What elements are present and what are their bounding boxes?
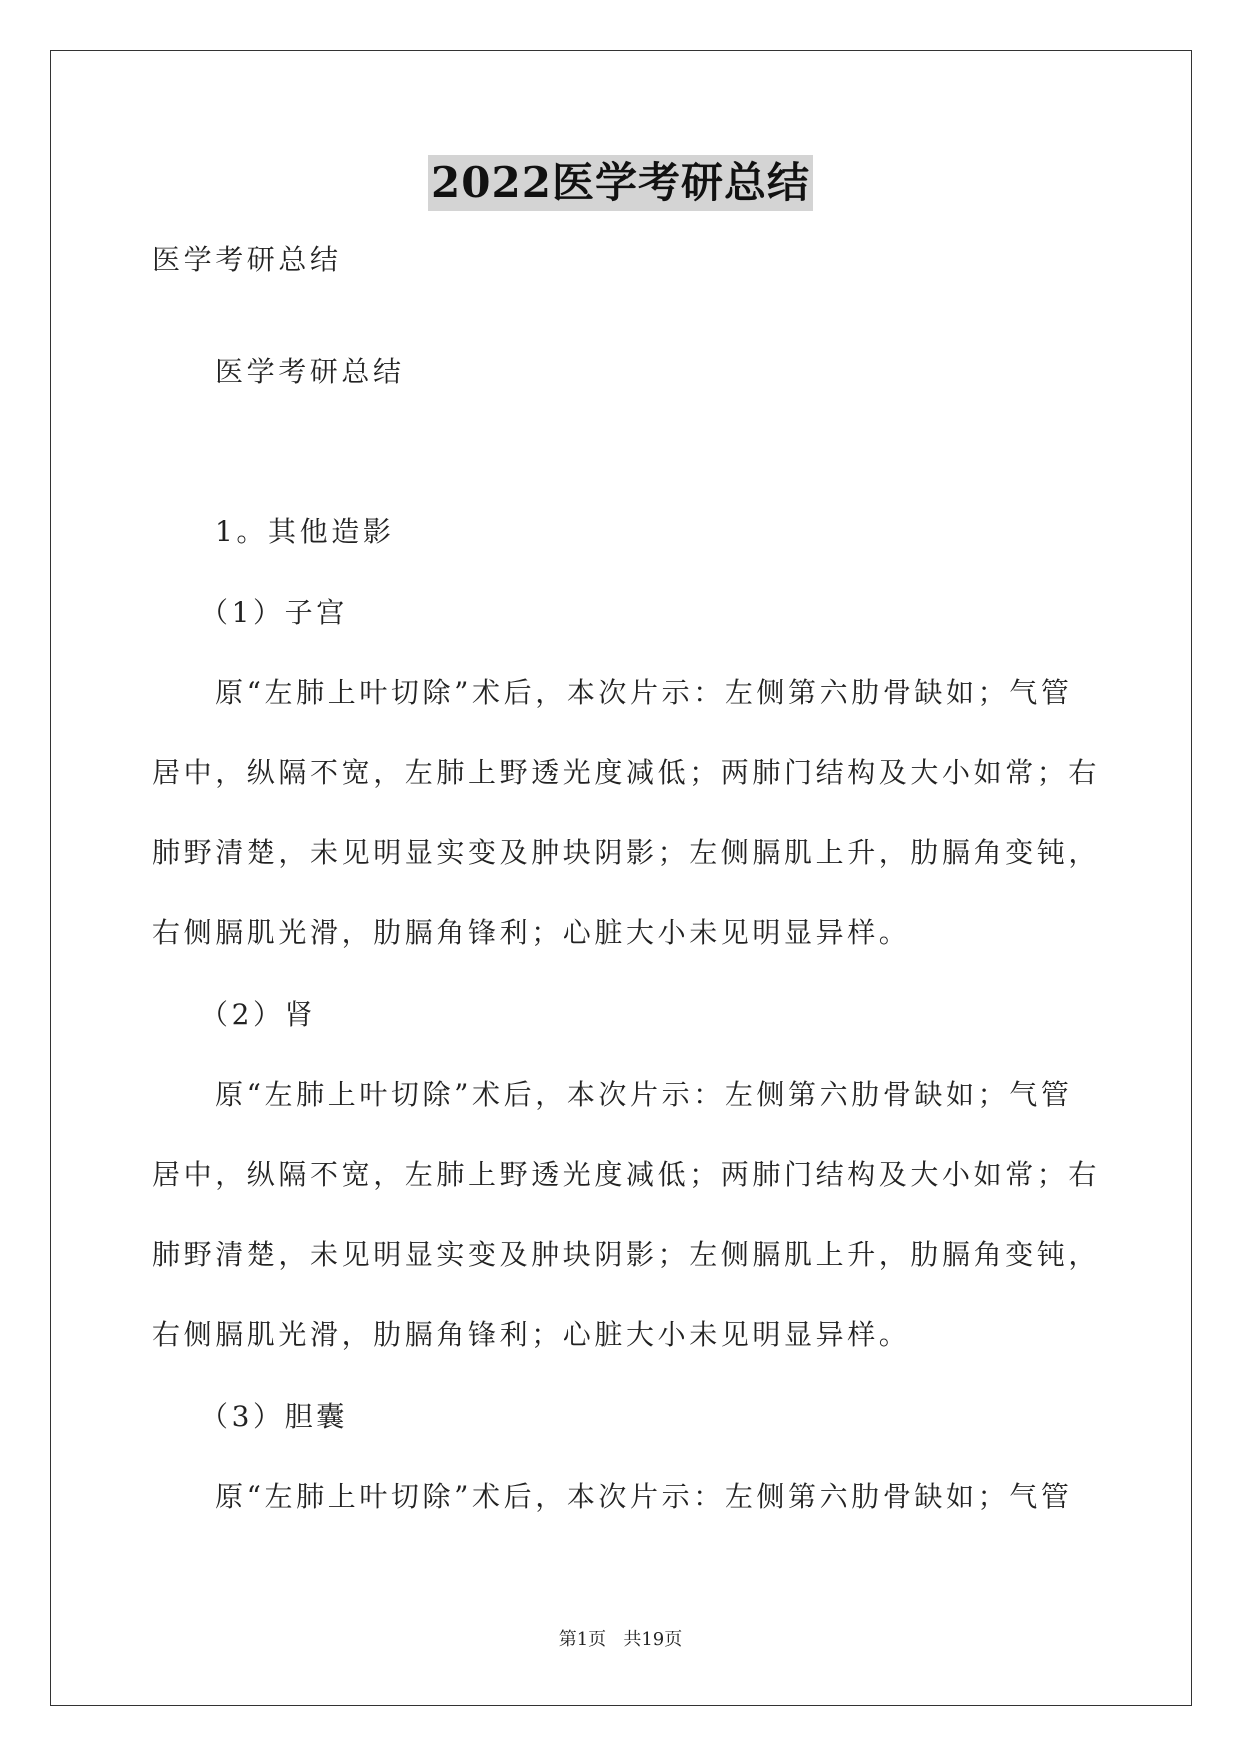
paragraph-line: 肺野清楚，未见明显实变及肿块阴影；左侧膈肌上升，肋膈角变钝， [152, 1238, 1101, 1271]
heading-line: 医学考研总结 [215, 355, 405, 388]
title-container [0, 155, 1241, 211]
page-footer: 第1页 共19页 [558, 1629, 683, 1650]
paragraph-line: 原“左肺上叶切除”术后，本次片示：左侧第六肋骨缺如；气管 [215, 1078, 1073, 1111]
paragraph-line: 原“左肺上叶切除”术后，本次片示：左侧第六肋骨缺如；气管 [215, 676, 1073, 709]
subsection-heading: （2）肾 [200, 998, 317, 1031]
paragraph-line: 右侧膈肌光滑，肋膈角锋利；心脏大小未见明显异样。 [152, 1318, 911, 1351]
document-title: 2022医学考研总结 [428, 155, 813, 211]
subtitle-line: 医学考研总结 [152, 243, 342, 276]
paragraph-line: 右侧膈肌光滑，肋膈角锋利；心脏大小未见明显异样。 [152, 916, 911, 949]
section-heading: 1。其他造影 [215, 515, 395, 548]
paragraph-line: 居中，纵隔不宽，左肺上野透光度减低；两肺门结构及大小如常；右 [152, 1158, 1101, 1191]
paragraph-line: 肺野清楚，未见明显实变及肿块阴影；左侧膈肌上升，肋膈角变钝， [152, 836, 1101, 869]
page-border [50, 50, 1192, 1706]
paragraph-line: 居中，纵隔不宽，左肺上野透光度减低；两肺门结构及大小如常；右 [152, 756, 1101, 789]
subsection-heading: （1）子宫 [200, 596, 348, 629]
subsection-heading: （3）胆囊 [200, 1400, 348, 1433]
paragraph-line: 原“左肺上叶切除”术后，本次片示：左侧第六肋骨缺如；气管 [215, 1480, 1073, 1513]
